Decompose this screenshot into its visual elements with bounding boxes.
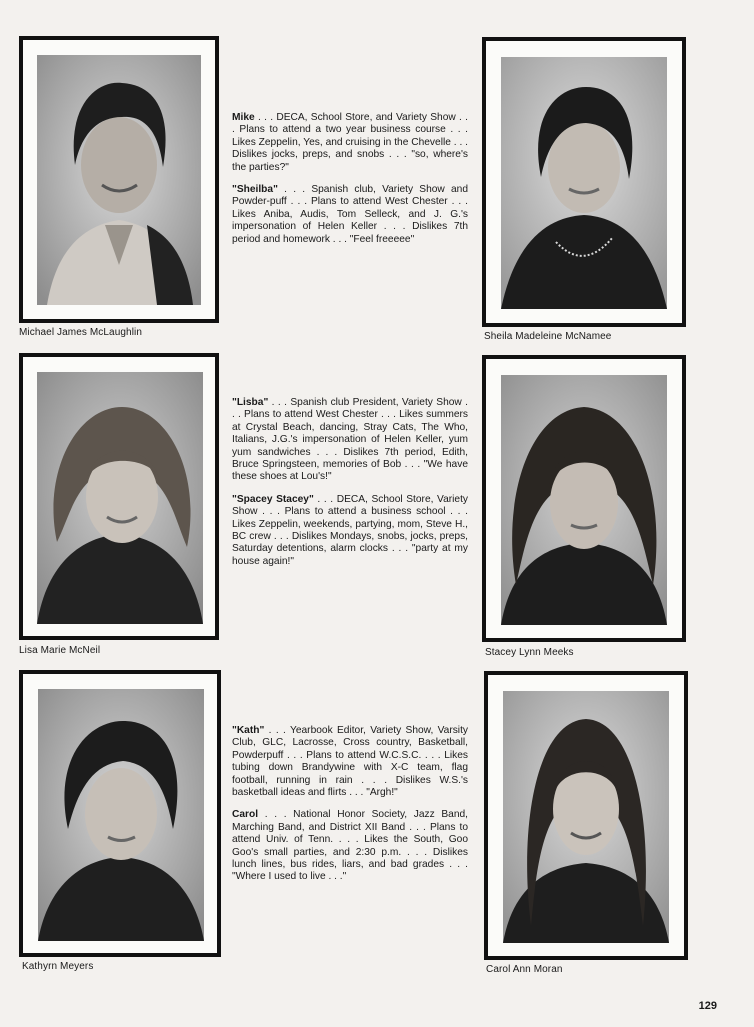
nickname: "Spacey Stacey": [232, 493, 314, 505]
portrait-frame-meyers: [19, 670, 221, 957]
portrait-photo: [501, 57, 667, 309]
portrait-frame-mcnamee: [482, 37, 686, 327]
portrait-frame-mclaughlin: [19, 36, 219, 323]
student-name: Sheila Madeleine McNamee: [484, 331, 612, 342]
bio-block-3: [232, 725, 468, 894]
portrait-frame-moran: [484, 671, 688, 960]
bio-text: . . . Yearbook Editor, Variety Show, Varsity Club, GLC, Lacrosse, Cross country, Basketball, Powderpuff . . . Plans to attend W.C.S.C. . . . Likes tubing down Brandywine with X-C team, flag football, running in rain . . . Dislikes W.S.'s basketball ideas and flirts . . . "Argh!": [232, 725, 468, 799]
student-name: Kathyrn Meyers: [22, 961, 94, 972]
bio-text: . . . DECA, School Store, and Variety Show . . . Plans to attend a two year business course . . . Likes Zeppelin, Yes, and cruising in the Chevelle . . . Dislikes jocks, preps, and snobs . . . "so, where's the parties?": [232, 112, 468, 173]
bio-mcneil: [232, 397, 468, 484]
bio-text: . . . Spanish club, Variety Show and Powder-puff . . . Plans to attend West Chester . . . Likes Aniba, Audis, Tom Selleck, and J. G.'s impersonation of Helen Keller . . . Dislikes 7th period and homework . . . "Feel freeeee": [232, 184, 468, 245]
portrait-frame-mcneil: [19, 353, 219, 640]
nickname: Mike: [232, 112, 255, 123]
student-name: Michael James McLaughlin: [19, 327, 143, 338]
bio-block-2: [232, 397, 468, 578]
portrait-photo: [37, 55, 201, 305]
bio-text: . . . DECA, School Store, Variety Show . . . Plans to attend a business school . . . Likes Zeppelin, weekends, partying, mom, Steve H., BC crew . . . Dislikes Mondays, snobs, jocks, preps, Saturday detentions, alarm clocks . . . "party at my house again!": [232, 493, 468, 567]
nickname: "Sheilba": [232, 184, 278, 196]
nickname: "Kath": [232, 725, 265, 736]
bio-mcnamee: [232, 184, 468, 246]
bio-moran: [232, 809, 468, 883]
student-name: Carol Ann Moran: [486, 964, 563, 975]
nickname: Carol: [232, 809, 259, 821]
bio-text: . . . National Honor Society, Jazz Band, Marching Band, and District XII Band . . . Plans to attend Univ. of Tenn. . . . Likes the South, Goo Goo's small parties, and 2:30 p.m. . . . Dislikes lunch lines, bus rides, liars, and bad grades . . . "Where I used to live . . .": [232, 809, 468, 883]
portrait-frame-meeks: [482, 355, 686, 642]
portrait-photo: [38, 689, 204, 941]
nickname: "Lisba": [232, 397, 269, 408]
student-name: Lisa Marie McNeil: [19, 645, 101, 656]
page-number: 129: [698, 1000, 717, 1012]
bio-mclaughlin: [232, 112, 468, 174]
portrait-photo: [37, 372, 203, 624]
bio-block-1: [232, 112, 468, 256]
bio-meyers: [232, 725, 468, 799]
portrait-photo: [503, 691, 669, 943]
bio-text: . . . Spanish club President, Variety Show . . . Plans to attend West Chester . . . Likes summers at Crystal Beach, dancing, Stray Cats, The Who, Italians, J.G.'s impersonation of Helen Keller, yum yum sandwiches . . . Dislikes 7th period, Edith, Bruce Springsteen, memories of Bob . . . "We have these shoes at Lou's!": [232, 397, 468, 483]
bio-meeks: [232, 494, 468, 568]
student-name: Stacey Lynn Meeks: [485, 647, 574, 658]
portrait-photo: [501, 375, 667, 625]
